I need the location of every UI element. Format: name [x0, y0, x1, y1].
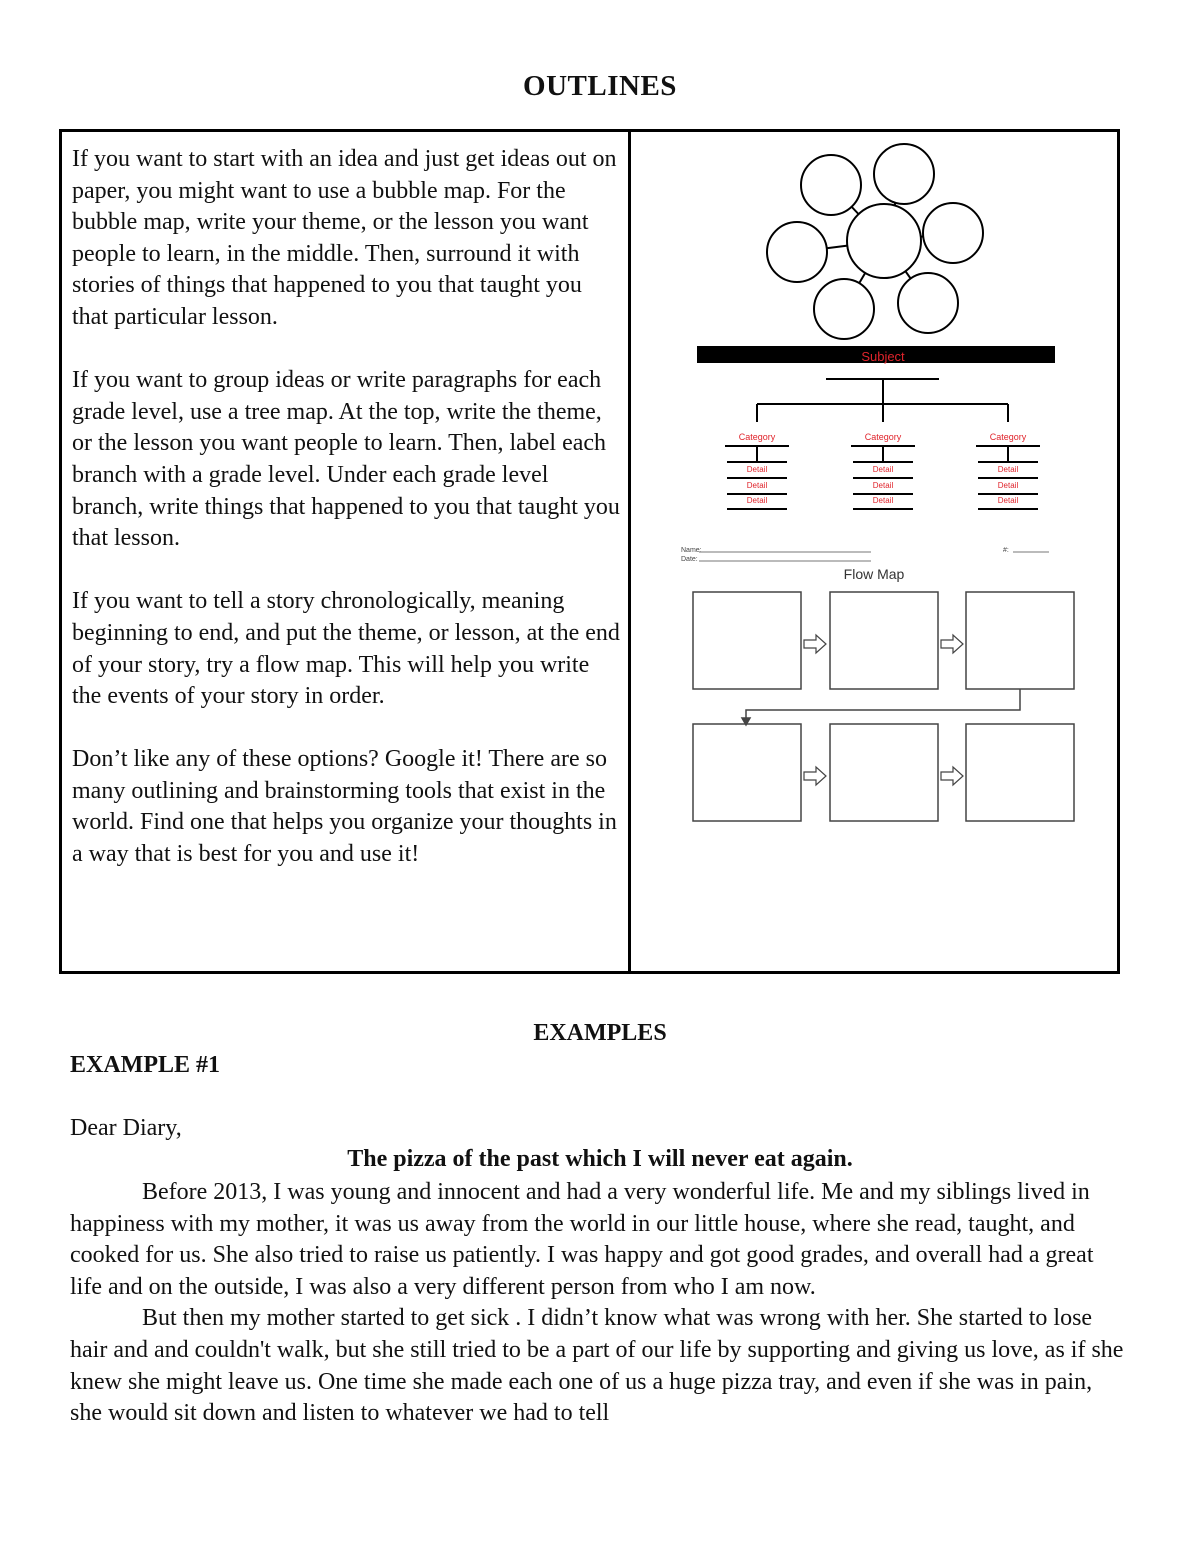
flow-arrow-icon: [804, 767, 826, 785]
bubble-outer: [814, 279, 874, 339]
page-title: OUTLINES: [523, 70, 677, 102]
other-tools-paragraph: Don’t like any of these options? Google it! There are so many outlining and brainstorming tools that exist in the world. Find one that helps you organize your thoughts in a way that is best for you and use it!: [72, 746, 617, 868]
flow-connector: [742, 689, 1020, 725]
flow-step-box: [693, 724, 801, 821]
bubble-outer: [801, 155, 861, 215]
name-label: Name:: [681, 547, 702, 554]
flow-step-box: [830, 592, 938, 689]
story-paragraph: But then my mother started to get sick . I didn’t know what was wrong with her. She started to lose hair and and couldn't walk, but she still tried to be a part of our life by supporting and giving us love, as if she knew she might leave us. One time she made each one of us a huge pizza tray, and even if she was in pain, she would sit down and listen to whatever we had to tell: [70, 1305, 1124, 1427]
flow-map-diagram: [681, 547, 1074, 821]
flow-step-box: [830, 724, 938, 821]
bubble-outer: [874, 144, 934, 204]
tree-map-paragraph: If you want to group ideas or write paragraphs for each grade level, use a tree map. At the top, write the theme, or the lesson you want people to learn. Then, label each branch with a grade level. Under each grade level branch, write things that happened to you that taught you that lesson.: [72, 367, 620, 552]
flow-step-box: [693, 592, 801, 689]
detail-label: Detail: [997, 465, 1019, 474]
detail-label: Detail: [872, 481, 894, 490]
date-label: Date:: [681, 556, 698, 563]
flow-arrow-icon: [804, 635, 826, 653]
story-title: The pizza of the past which I will never eat again.: [347, 1146, 853, 1172]
outlines-text-cell: [62, 132, 631, 971]
flow-arrow-icon: [941, 767, 963, 785]
bubble-outer: [923, 203, 983, 263]
detail-label: Detail: [746, 465, 768, 474]
detail-label: Detail: [746, 496, 768, 505]
bubble-map-diagram: [767, 144, 983, 339]
subject-label: Subject: [861, 349, 905, 364]
detail-label: Detail: [997, 481, 1019, 490]
flow-map-title: Flow Map: [843, 566, 905, 582]
detail-label: Detail: [746, 481, 768, 490]
bubble-center: [847, 204, 921, 278]
category-label: Category: [864, 432, 902, 442]
category-label: Category: [738, 432, 776, 442]
story-paragraph: Before 2013, I was young and innocent and had a very wonderful life. Me and my siblings lived in happiness with my mother, it was us away from the world in our little house, where she read, taught, and cooked for us. She also tried to raise us patiently. I was happy and got good grades, and overall had a great life and on the outside, I was also a very different person from who I am now.: [70, 1179, 1094, 1300]
detail-label: Detail: [872, 496, 894, 505]
category-label: Category: [989, 432, 1027, 442]
bubble-outer: [898, 273, 958, 333]
outlines-table: [59, 129, 1120, 974]
tree-map-diagram: [697, 346, 1055, 509]
story-body: [70, 1177, 1130, 1430]
flow-arrow-icon: [941, 635, 963, 653]
number-label: #:: [1003, 547, 1009, 554]
organizer-diagrams: [631, 132, 1117, 971]
detail-label: Detail: [997, 496, 1019, 505]
outlines-diagram-cell: [631, 132, 1117, 971]
flow-map-paragraph: If you want to tell a story chronologically, meaning beginning to end, and put the theme, or lesson, at the end of your story, try a flow map. This will help you write the events of your story in order.: [72, 588, 620, 710]
bubble-outer: [767, 222, 827, 282]
flow-step-box: [966, 592, 1074, 689]
salutation: Dear Diary,: [70, 1115, 182, 1141]
examples-heading: EXAMPLES: [533, 1020, 667, 1046]
detail-label: Detail: [872, 465, 894, 474]
bubble-map-paragraph: If you want to start with an idea and just get ideas out on paper, you might want to use a bubble map. For the bubble map, write your theme, or the lesson you want people to learn, in the middle. Then, surround it with stories of things that happened to you that taught you that particular lesson.: [72, 146, 617, 330]
flow-step-box: [966, 724, 1074, 821]
example-label: EXAMPLE #1: [70, 1052, 220, 1078]
